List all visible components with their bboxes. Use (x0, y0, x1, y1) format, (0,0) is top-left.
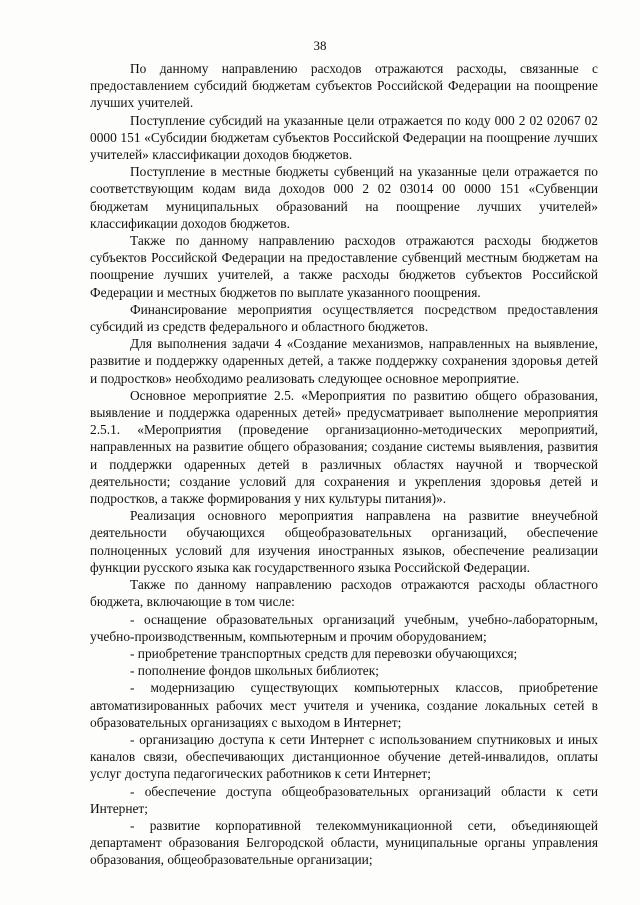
list-item: - организацию доступа к сети Интернет с использованием спутниковых и иных каналов связи, обеспечивающих дистанционное обучение детей-инвалидов, оплаты услуг доступа педагогических работников к сети Интернет; (90, 731, 598, 782)
list-item: - модернизацию существующих компьютерных классов, приобретение автоматизированных рабочих мест учителя и ученика, создание локальных сетей в образовательных организациях с выходом в Интернет; (90, 680, 598, 730)
paragraph: Поступление в местные бюджеты субвенций на указанные цели отражается по соответствующим кодам вида доходов 000 2 02 03014 00 0000 151 «Субвенции бюджетам муниципальных образований на поощрение лучших учителей» классификации доходов бюджетов. (90, 164, 598, 231)
paragraph: Для выполнения задачи 4 «Создание механизмов, направленных на выявление, развитие и поддержку одаренных детей, а также поддержку сохранения здоровья детей и подростков» необходимо реализовать следующее основное мероприятие. (90, 336, 598, 386)
page-number: 38 (313, 38, 327, 53)
paragraph: Реализация основного мероприятия направлена на развитие внеучебной деятельности обучающихся общеобразовательных организаций, обеспечение полноценных условий для изучения иностранных языков, обеспечение реализации функции русского языка как государственного языка Российской Федерации. (90, 508, 598, 575)
list-item: - развитие корпоративной телекоммуникационной сети, объединяющей департамент образования Белгородской области, муниципальные органы управления образования, общеобразовательные организации; (90, 817, 598, 868)
list-item: - приобретение транспортных средств для перевозки обучающихся; (130, 645, 518, 661)
list-item: - пополнение фондов школьных библиотек; (130, 663, 379, 679)
paragraph: Также по данному направлению расходов отражаются расходы областного бюджета, включающие в том числе: (90, 577, 598, 610)
list-item: - обеспечение доступа общеобразовательных организаций области к сети Интернет; (90, 783, 598, 816)
document-body (90, 60, 598, 869)
paragraph: Поступление субсидий на указанные цели отражается по коду 000 2 02 02067 02 0000 151 «Субсидии бюджетам субъектов Российской Федерации на поощрение лучших учителей» классификации доходов бюджетов. (90, 112, 598, 163)
paragraph: Также по данному направлению расходов отражаются расходы бюджетов субъектов Российской Федерации на предоставление субвенций местным бюджетам на поощрение лучших учителей, а также расходы бюджетов субъектов Российской Федерации и местных бюджетов по выплате указанного поощрения. (90, 233, 598, 300)
paragraph: Основное мероприятие 2.5. «Мероприятия по развитию общего образования, выявление и поддержка одаренных детей» предусматривает выполнение мероприятия 2.5.1. «Мероприятия (проведение организационно-методических мероприятий, направленных на развитие общего образования; создание системы выявления, развития и поддержки одаренных детей в различных областях научной и творческой деятельности; создание условий для сохранения и укрепления здоровья детей и подростков, а также формирования у них культуры питания)». (90, 387, 598, 507)
list-item: - оснащение образовательных организаций учебным, учебно-лабораторным, учебно-производственным, компьютерным и прочим оборудованием; (90, 611, 598, 644)
paragraph: По данному направлению расходов отражаются расходы, связанные с предоставлением субсидий бюджетам субъектов Российской Федерации на поощрение лучших учителей. (90, 61, 598, 111)
paragraph: Финансирование мероприятия осуществляется посредством предоставления субсидий из средств федерального и областного бюджетов. (90, 301, 598, 335)
